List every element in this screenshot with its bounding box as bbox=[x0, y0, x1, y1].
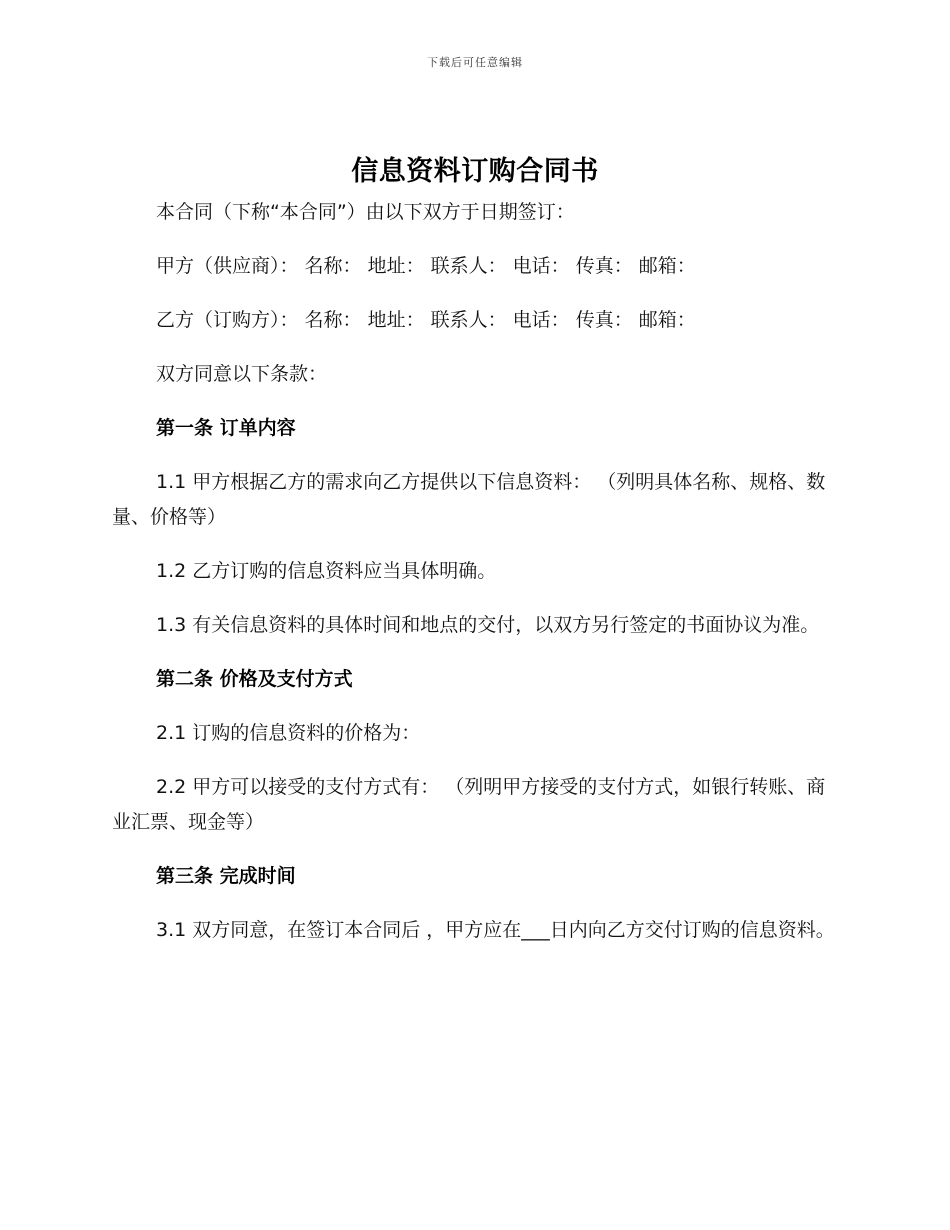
clause-1-3: 1.3 有关信息资料的具体时间和地点的交付，以双方另行签定的书面协议为准。 bbox=[156, 614, 820, 636]
clause-1-2: 1.2 乙方订购的信息资料应当具体明确。 bbox=[156, 560, 497, 582]
clause-2-1: 2.1 订购的信息资料的价格为： bbox=[156, 722, 421, 744]
contract-body bbox=[112, 195, 838, 948]
article-1-heading: 第一条 订单内容 bbox=[156, 417, 296, 439]
intro-paragraph: 本合同（下称“本合同”）由以下双方于日期签订： bbox=[156, 201, 575, 223]
clause-3-1: 3.1 双方同意，在签订本合同后 ，甲方应在___日内向乙方交付订购的信息资料。 bbox=[156, 919, 835, 941]
party-a-paragraph: 甲方（供应商）： 名称： 地址： 联系人： 电话： 传真： 邮箱： bbox=[156, 255, 696, 277]
agree-paragraph: 双方同意以下条款： bbox=[156, 363, 328, 385]
document-title: 信息资料订购合同书 bbox=[351, 156, 599, 187]
header-note: 下载后可任意编辑 bbox=[427, 56, 523, 69]
clause-1-1: 1.1 甲方根据乙方的需求向乙方提供以下信息资料： （列明具体名称、规格、数量、价格等） bbox=[112, 471, 826, 528]
article-2-heading: 第二条 价格及支付方式 bbox=[156, 668, 353, 690]
clause-2-2: 2.2 甲方可以接受的支付方式有： （列明甲方接受的支付方式，如银行转账、商业汇票、现金等） bbox=[112, 776, 826, 833]
article-3-heading: 第三条 完成时间 bbox=[156, 865, 296, 887]
party-b-paragraph: 乙方（订购方）： 名称： 地址： 联系人： 电话： 传真： 邮箱： bbox=[156, 309, 696, 331]
